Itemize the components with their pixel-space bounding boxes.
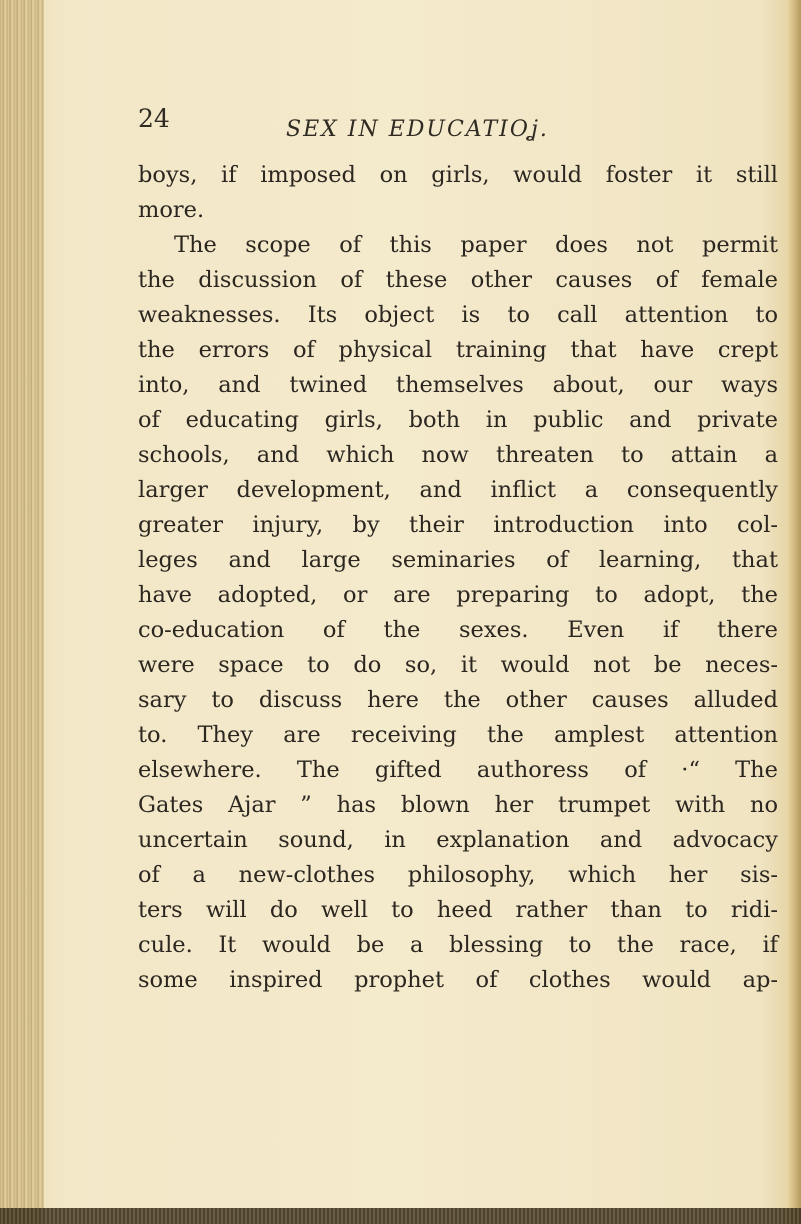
running-head: SEX IN EDUCATIOʝ. (286, 117, 549, 142)
text-line: larger development, and inflict a consequently (138, 477, 778, 503)
text-line: elsewhere. The gifted authoress of ·“ The (138, 757, 778, 783)
text-line: some inspired prophet of clothes would ap- (138, 967, 778, 993)
text-line: greater injury, by their introduction into col- (138, 512, 778, 538)
text-line: uncertain sound, in explanation and advocacy (138, 827, 778, 853)
book-gutter (0, 0, 44, 1224)
text-line: the errors of physical training that have crept (138, 337, 778, 363)
text-line: schools, and which now threaten to attain a (138, 442, 778, 468)
body-text (138, 158, 778, 998)
text-line: have adopted, or are preparing to adopt, the (138, 582, 778, 608)
text-line: ters will do well to heed rather than to ridi- (138, 897, 778, 923)
text-line: the discussion of these other causes of female (138, 267, 778, 293)
text-line: Gates Ajar ” has blown her trumpet with no (138, 792, 778, 818)
page-edge (787, 0, 801, 1224)
text-line: of a new-clothes philosophy, which her sis- (138, 862, 778, 888)
text-line: into, and twined themselves about, our ways (138, 372, 778, 398)
text-line: to. They are receiving the amplest attention (138, 722, 778, 748)
text-line: co-education of the sexes. Even if there (138, 617, 778, 643)
text-line: leges and large seminaries of learning, that (138, 547, 778, 573)
text-line: of educating girls, both in public and private (138, 407, 778, 433)
text-line: weaknesses. Its object is to call attention to (138, 302, 778, 328)
text-line: sary to discuss here the other causes alluded (138, 687, 778, 713)
text-line: boys, if imposed on girls, would foster it still (138, 162, 778, 188)
text-line: were space to do so, it would not be neces- (138, 652, 778, 678)
text-line: The scope of this paper does not permit (174, 232, 778, 258)
text-line: cule. It would be a blessing to the race, if (138, 932, 778, 958)
page-number: 24 (138, 104, 170, 133)
page-bottom-edge (0, 1208, 801, 1224)
text-line: more. (138, 197, 205, 223)
